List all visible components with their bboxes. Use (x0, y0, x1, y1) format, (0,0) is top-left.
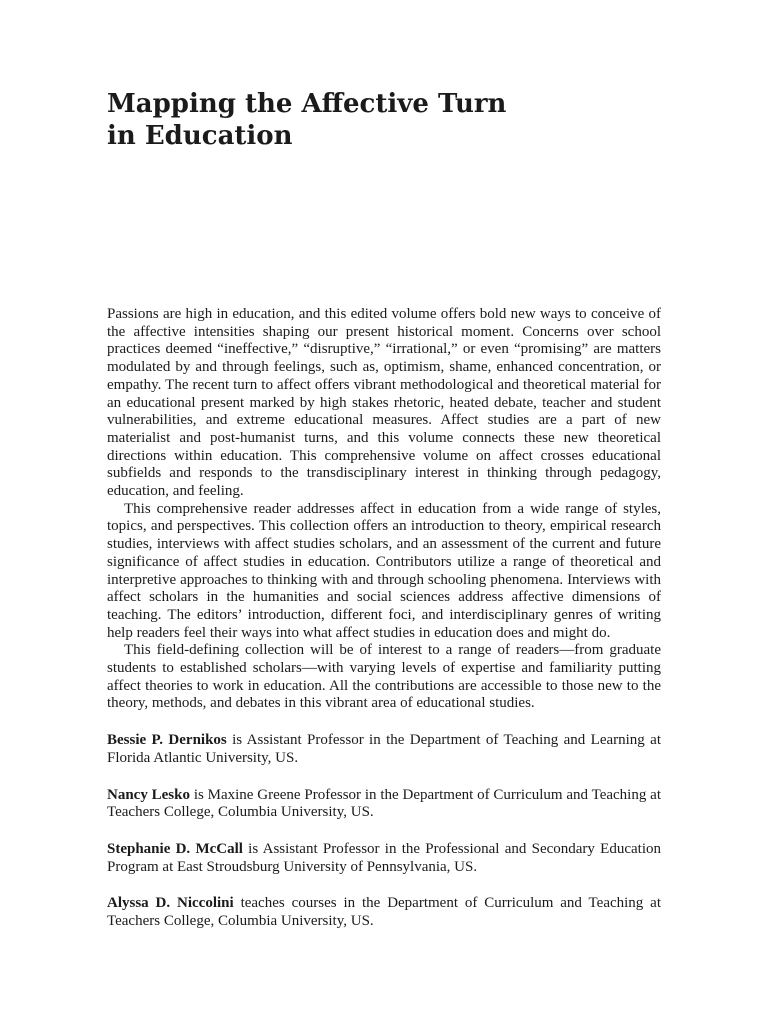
description-paragraph-1: Passions are high in education, and this edited volume offers bold new ways to conceive of the affective intensities shaping our present historical moment. Concerns over school practices deemed “ineffective,” “disruptive,” “irrational,” or even “promising” are matters modulated by and through feelings, such as, optimism, shame, enhanced concentration, or empathy. The recent turn to affect offers vibrant methodological and theoretical material for an educational present marked by high stakes rhetoric, heated debate, teacher and student vulnerabilities, and extreme educational measures. Affect studies are a part of new materialist and post-humanist turns, and this volume connects these new theoretical directions within education. This comprehensive volume on affect crosses educational subfields and responds to the transdisciplinary interest in thinking through pedagogy, education, and feeling. (107, 306, 661, 500)
editor-bio-niccolini (107, 895, 661, 930)
book-description (107, 306, 661, 931)
editor-bio-text: is Assistant Professor in the Department of Teaching and Learning at Florida Atlantic University, US. (107, 732, 661, 766)
editor-bio-dernikos (107, 732, 661, 767)
book-title (107, 88, 667, 152)
editor-bio-text: is Assistant Professor in the Professional and Secondary Education Program at East Stroudsburg University of Pennsylvania, US. (107, 840, 661, 875)
book-title-line-2: in Education (107, 121, 293, 151)
editor-bio-text: is Maxine Greene Professor in the Department of Curriculum and Teaching at Teachers College, Columbia University, US. (107, 786, 661, 821)
editor-name: Alyssa D. Niccolini (107, 895, 234, 912)
editor-bio-mccall (107, 841, 661, 876)
editor-bio-lesko (107, 787, 661, 822)
editor-name: Stephanie D. McCall (107, 840, 243, 857)
editor-bio-text: teaches courses in the Department of Curriculum and Teaching at Teachers College, Columbia University, US. (107, 895, 661, 930)
description-paragraph-3: This field-defining collection will be of interest to a range of readers—from graduate students to established scholars—with varying levels of expertise and familiarity putting affect theories to work in education. All the contributions are accessible to those new to the theory, methods, and debates in this vibrant area of educational studies. (107, 642, 661, 712)
description-paragraph-2: This comprehensive reader addresses affect in education from a wide range of styles, topics, and perspectives. This collection offers an introduction to theory, empirical research studies, interviews with affect studies scholars, and an assessment of the current and future significance of affect studies in education. Contributors utilize a range of theoretical and interpretive approaches to thinking with and through schooling phenomena. Interviews with affect scholars in the humanities and social sciences address affective dimensions of teaching. The editors’ introduction, different foci, and interdisciplinary genres of writing help readers feel their ways into what affect studies in education does and might do. (107, 500, 661, 641)
editor-name: Bessie P. Dernikos (107, 732, 227, 749)
book-title-line-1: Mapping the Affective Turn (107, 89, 507, 119)
editor-name: Nancy Lesko (107, 786, 190, 803)
